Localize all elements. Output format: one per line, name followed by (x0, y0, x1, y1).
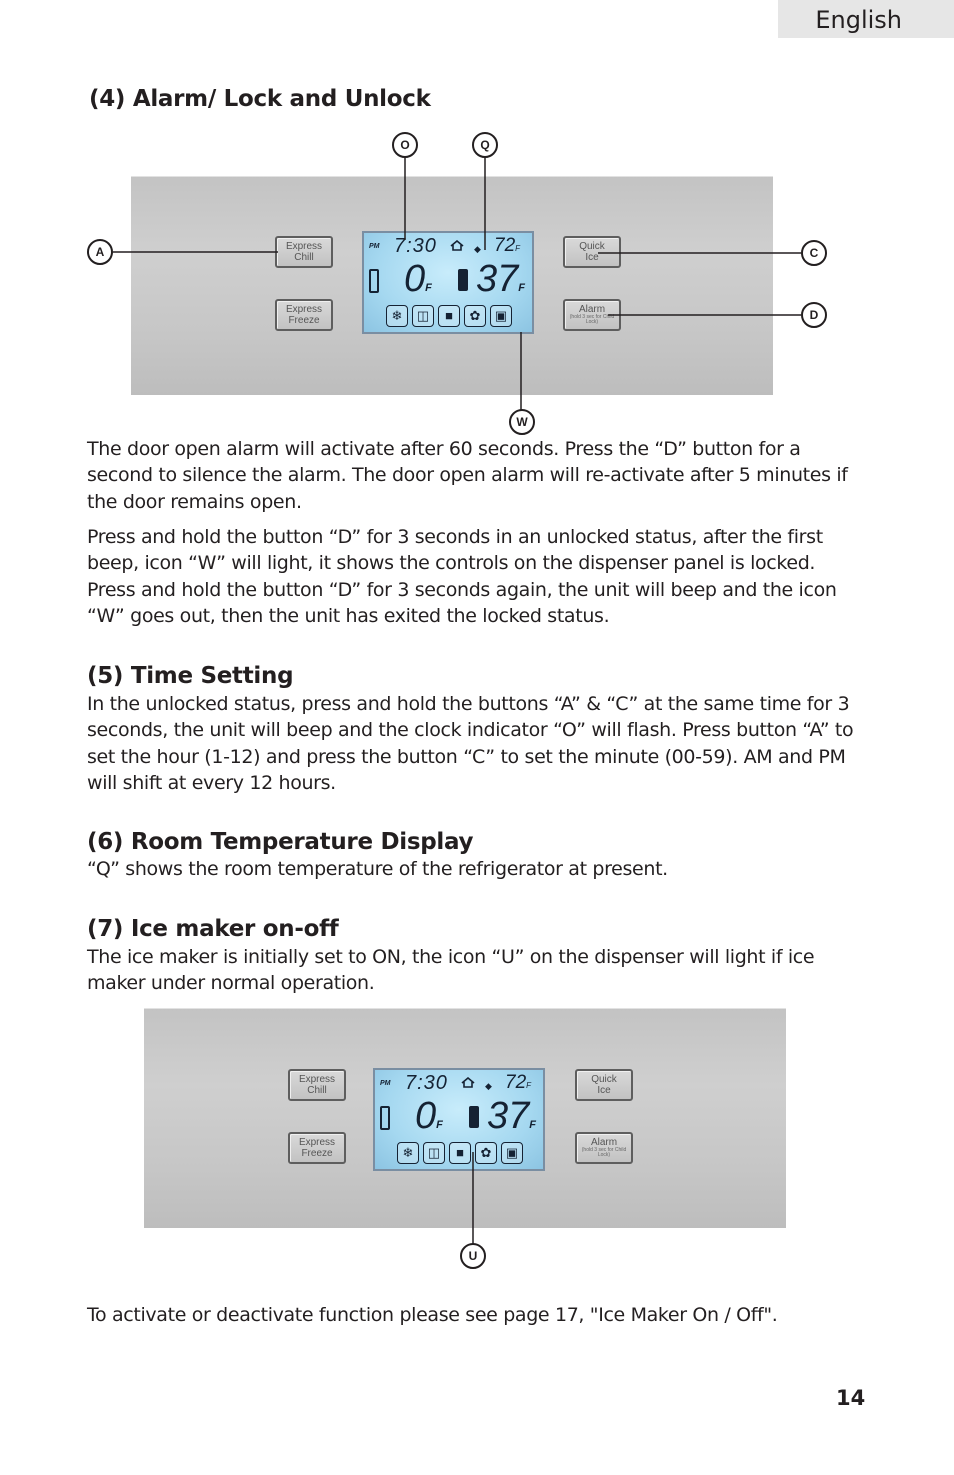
callout-d: D (801, 302, 827, 328)
quick-ice-2-line1: Quick (591, 1074, 617, 1085)
callout-lines-2 (0, 1100, 954, 1260)
clock-readout-2: 7:30 (405, 1072, 448, 1094)
room-temp-unit: F (515, 244, 521, 253)
express-chill-line2: Chill (294, 252, 314, 263)
footer-note: To activate or deactivate function please see page 17, "Ice Maker On / Off". (87, 1304, 778, 1326)
express-freeze-line2: Freeze (288, 315, 320, 326)
express-chill-2-line2: Chill (307, 1085, 327, 1096)
indicator-dot-icon: ◆ (474, 244, 481, 254)
lock-icon: ▣ (490, 305, 512, 327)
ice-maker-icon: ■ (449, 1142, 471, 1164)
section-4-title: (4) Alarm/ Lock and Unlock (89, 86, 431, 112)
section-7-paragraph: The ice maker is initially set to ON, the icon “U” on the dispenser will light if ice maker under normal operation. (87, 946, 815, 995)
callout-lines-1 (0, 0, 954, 440)
ice-maker-icon: ■ (438, 305, 460, 327)
snowflake-icon: ❄ (386, 305, 408, 327)
section-7-title: (7) Ice maker on-off (87, 916, 339, 942)
quick-ice-button-2[interactable] (575, 1069, 633, 1101)
alarm-sublabel: (hold 3 sec for Child Lock) (569, 314, 615, 325)
quick-ice-line2: Ice (585, 252, 599, 263)
room-temp-readout-2 (505, 1072, 531, 1094)
ampm-indicator: PM (369, 243, 380, 250)
freezer-temp-unit: F (425, 282, 432, 294)
callout-a: A (87, 239, 113, 265)
express-freeze-2-line1: Express (298, 1137, 336, 1148)
express-freeze-line1: Express (285, 304, 323, 315)
water-icon: ✿ (464, 305, 486, 327)
ice-cubes-icon: ◫ (412, 305, 434, 327)
room-temp-unit-2: F (526, 1081, 532, 1090)
alarm-label-2: Alarm (590, 1137, 618, 1148)
fridge-temp-unit: F (518, 282, 526, 294)
fridge-temp-value: 37 (476, 258, 519, 300)
water-icon: ✿ (475, 1142, 497, 1164)
express-chill-line1: Express (285, 241, 323, 252)
freezer-temp-value: 0 (404, 258, 426, 300)
express-chill-2-line1: Express (298, 1074, 336, 1085)
fridge-temp-value-2: 37 (487, 1095, 530, 1137)
section-5-paragraph: In the unlocked status, press and hold the buttons “A” & “C” at the same time for 3 seconds, the unit will beep and the clock indicator “O” will flash. Press button “A” to set the hour (1-12) and press the button “C” to set the minute (00-59). AM and PM will shift at every 12 hours. (87, 693, 854, 794)
callout-c: C (801, 240, 827, 266)
freezer-temp-value-2: 0 (415, 1095, 437, 1137)
room-temp-value-2: 72 (505, 1072, 527, 1093)
section-5-title: (5) Time Setting (87, 663, 294, 689)
language-tab: English (778, 0, 954, 38)
ice-cubes-icon: ◫ (423, 1142, 445, 1164)
callout-o: O (392, 132, 418, 158)
page-number: 14 (836, 1386, 866, 1410)
callout-w: W (509, 409, 535, 435)
quick-ice-2-line2: Ice (597, 1085, 611, 1096)
freezer-temp-unit-2: F (436, 1119, 443, 1131)
room-temp-value: 72 (494, 235, 516, 256)
lock-icon: ▣ (501, 1142, 523, 1164)
section-4-paragraph-1: The door open alarm will activate after 60 seconds. Press the “D” button for a second to silence the alarm. The door open alarm will re-activate after 5 minutes if the door remains open. (87, 438, 848, 513)
express-freeze-2-line2: Freeze (301, 1148, 333, 1159)
house-icon-2 (461, 1077, 475, 1088)
snowflake-icon: ❄ (397, 1142, 419, 1164)
ampm-indicator-2: PM (380, 1080, 391, 1087)
callout-u: U (460, 1243, 486, 1269)
section-4-paragraph-2: Press and hold the button “D” for 3 seconds in an unlocked status, after the first beep, icon “W” will light, it shows the controls on the dispenser panel is locked. Press and hold the button “D” for 3 seconds again, the unit will beep and the icon “W” goes out, then the unit has exited the locked status. (87, 526, 837, 627)
clock-readout: 7:30 (394, 235, 437, 257)
alarm-label: Alarm (578, 304, 606, 315)
express-chill-button-2[interactable] (288, 1069, 346, 1101)
quick-ice-line1: Quick (579, 241, 605, 252)
alarm-sublabel-2: (hold 3 sec for Child Lock) (581, 1147, 627, 1158)
callout-q: Q (472, 132, 498, 158)
indicator-dot-icon-2: ◆ (485, 1081, 492, 1091)
section-6-title: (6) Room Temperature Display (87, 829, 474, 855)
fridge-temp-unit-2: F (529, 1119, 537, 1131)
section-6-paragraph: “Q” shows the room temperature of the refrigerator at present. (87, 858, 668, 880)
